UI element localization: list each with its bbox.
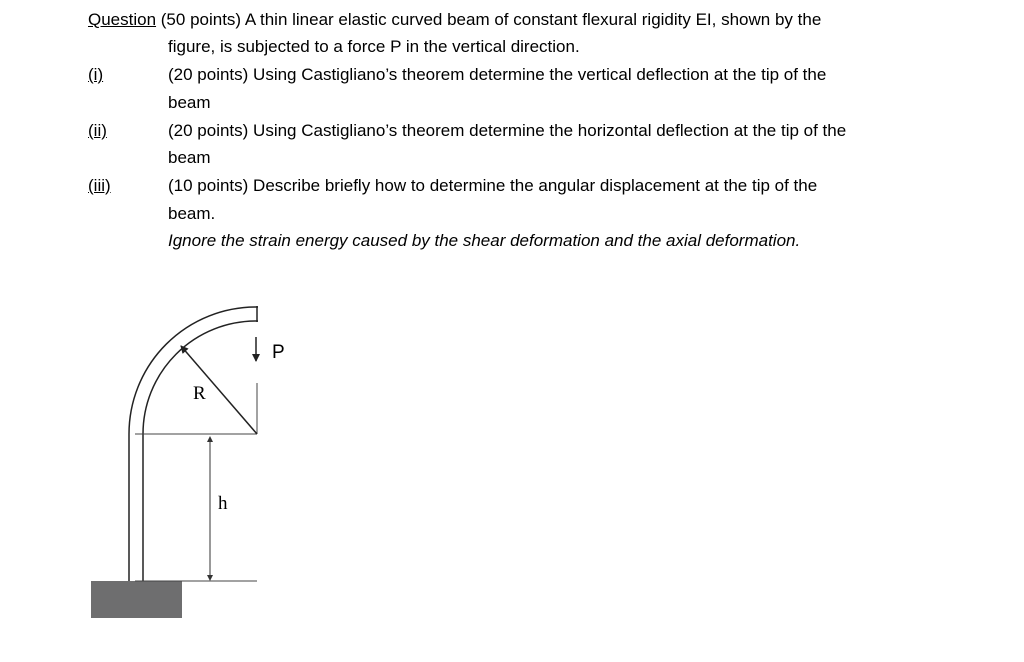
note-ignore-strain: Ignore the strain energy caused by the shear deformation and the axial deformation. (168, 231, 801, 250)
question-heading: Question (88, 10, 157, 29)
question-intro-2: figure, is subjected to a force P in the vertical direction. (168, 37, 580, 56)
part-i-line-1: (20 points) Using Castigliano’s theorem determine the vertical deflection at the tip of the (168, 65, 827, 84)
part-iii-label: (iii) (88, 176, 111, 195)
force-label: P (272, 342, 285, 363)
part-i-line-2: beam (168, 93, 211, 112)
part-ii-line-2: beam (168, 148, 211, 167)
part-iii-line-2: beam. (168, 204, 216, 223)
radius-label: R (193, 383, 206, 404)
part-ii-line-1: (20 points) Using Castigliano’s theorem determine the horizontal deflection at the tip of the (168, 121, 847, 140)
beam-inner-edge (143, 321, 258, 581)
beam-outer-edge (129, 307, 258, 581)
part-i-label: (i) (88, 65, 104, 84)
part-ii-label: (ii) (88, 121, 107, 140)
height-label: h (218, 493, 228, 514)
part-iii-line-1: (10 points) Describe briefly how to determine the angular displacement at the tip of the (168, 176, 818, 195)
fixed-support (91, 581, 182, 618)
question-intro-1: (50 points) A thin linear elastic curved beam of constant flexural rigidity EI, shown by the (156, 10, 822, 29)
